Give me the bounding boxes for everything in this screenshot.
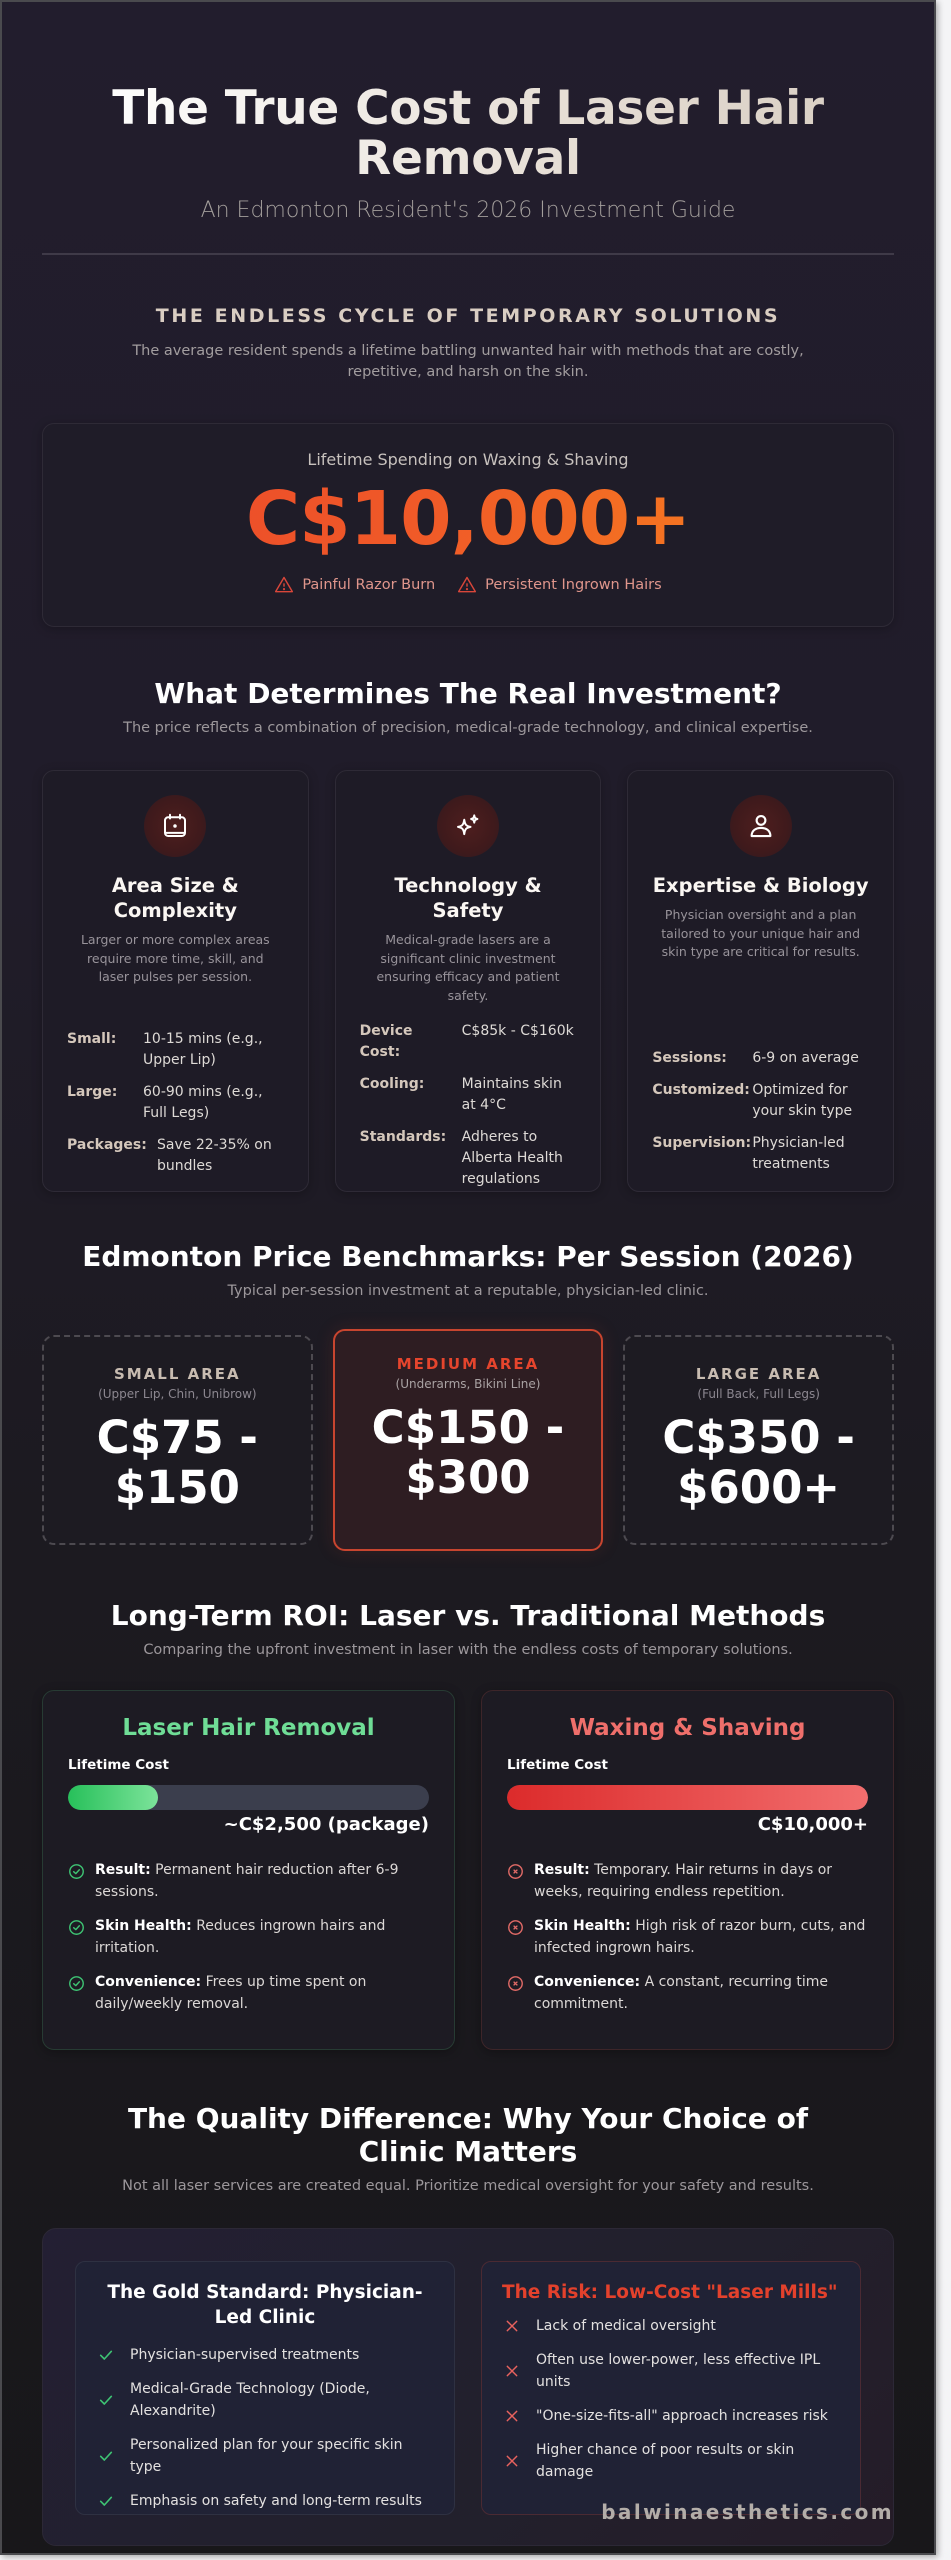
benefit-list [68,1859,429,2015]
spec-key: Small: [67,1030,117,1047]
spec-key: Customized: [652,1081,750,1098]
spec-row [652,1133,871,1175]
gold-standard-item [96,2344,434,2366]
spec-row [360,1127,579,1190]
header-divider [42,253,894,255]
tier-areas: (Underarms, Bikini Line) [395,1377,541,1391]
checkmark-icon [98,2493,114,2509]
gold-standard-box [75,2261,455,2515]
x-circle-icon [507,1919,524,1936]
benefit-text: Result: Permanent hair reduction after 6-9 sessions. [95,1862,399,1900]
endless-cycle-section [42,305,894,627]
drawback-text: Skin Health: High risk of razor burn, cuts, and infected ingrown hairs. [534,1918,866,1956]
spec-key: Device Cost: [359,1023,413,1060]
icon-badge [144,795,206,857]
spec-value: Maintains skin at 4°C [461,1076,562,1113]
section-header [42,2102,894,2194]
lifetime-cost-card [42,423,894,627]
roi-card-title: Waxing & Shaving [569,1715,806,1741]
spec-value: Save 22-35% on bundles [157,1136,272,1174]
risk-box [481,2261,861,2515]
spec-key: Large: [67,1083,118,1100]
item-text: Physician-supervised treatments [130,2347,360,2363]
tier-price-line: $600+ [677,1461,841,1514]
cost-amount: C$10,000+ [43,475,893,563]
spec-row [67,1135,286,1177]
tier-price-line: $300 [405,1451,531,1504]
factor-title: Technology & Safety [394,874,542,922]
warning-label: Persistent Ingrown Hairs [485,577,662,593]
cost-bar [68,1785,429,1810]
roi-section [42,1599,894,2050]
risk-item [502,2405,840,2427]
factor-description: Larger or more complex areas require more time, skill, and laser pulses per session. [80,932,270,984]
drawback-item [507,1859,868,1903]
cost-total: C$10,000+ [757,1814,868,1835]
lifetime-cost-label: Lifetime Cost [507,1757,608,1773]
checkmark-icon [98,2448,114,2464]
section-description: The average resident spends a lifetime battling unwanted hair with methods that are costly, repetitive, and harsh on the skin. [132,343,804,380]
spec-key: Supervision: [652,1134,752,1151]
warning-triangle-icon [457,575,477,595]
cost-bar [507,1785,868,1810]
drawback-item [507,1915,868,1959]
section-description: Typical per-session investment at a reputable, physician-led clinic. [227,1283,709,1299]
check-circle-icon [68,1863,85,1880]
risk-item [502,2439,840,2483]
calendar-icon [160,811,190,841]
tier-price [625,1413,892,1513]
drawback-text: Convenience: A constant, recurring time commitment. [534,1974,828,2012]
spec-list [650,1048,871,1175]
icon-badge [730,795,792,857]
factor-card-area-size [42,770,309,1192]
spec-row [652,1048,871,1069]
section-title: Edmonton Price Benchmarks: Per Session (2026) [82,1240,854,1273]
spec-key: Cooling: [359,1076,425,1092]
spec-list [65,1029,286,1177]
factor-title: Expertise & Biology [652,874,869,897]
sparkles-icon [453,811,483,841]
spec-value: 10-15 mins (e.g., Upper Lip) [143,1030,263,1068]
tier-name: MEDIUM AREA [396,1355,540,1373]
warning-list [43,575,893,595]
section-title: What Determines The Real Investment? [154,677,782,710]
spec-value: Physician-led treatments [752,1134,845,1172]
cross-icon [504,2318,520,2334]
risk-list [502,2315,840,2483]
spec-row [67,1082,286,1124]
price-benchmarks-section [42,1240,894,1551]
roi-grid [42,1690,894,2050]
benefit-item [68,1859,429,1903]
tier-price-line: C$75 - [96,1411,258,1464]
factor-description: Physician oversight and a plan tailored to your unique hair and skin type are critical for results. [661,907,861,959]
spec-value: 60-90 mins (e.g., Full Legs) [143,1083,263,1121]
spec-value: 6-9 on average [752,1049,859,1066]
x-circle-icon [507,1863,524,1880]
benefit-item [68,1971,429,2015]
spec-list [358,1021,579,1190]
cost-label: Lifetime Spending on Waxing & Shaving [307,450,629,469]
tier-price [44,1413,311,1513]
check-circle-icon [68,1919,85,1936]
price-grid [42,1329,894,1551]
factor-description: Medical-grade lasers are a significant clinic investment ensuring efficacy and patient safety. [376,932,560,1003]
benefit-item [68,1915,429,1959]
gold-standard-item [96,2434,434,2478]
section-title: The Quality Difference: Why Your Choice of Clinic Matters [127,2102,809,2168]
roi-card-waxing [481,1690,894,2050]
quality-difference-section [42,2102,894,2546]
benefit-text: Skin Health: Reduces ingrown hairs and irritation. [95,1918,386,1956]
price-card-small [42,1335,313,1545]
item-text: Personalized plan for your specific skin type [130,2437,403,2475]
section-description: Comparing the upfront investment in laser with the endless costs of temporary solutions. [143,1642,793,1658]
lifetime-cost-label: Lifetime Cost [68,1757,169,1773]
gold-standard-title: The Gold Standard: Physician-Led Clinic [107,2282,423,2328]
risk-item [502,2349,840,2393]
drawback-item [507,1971,868,2015]
drawback-list [507,1859,868,2015]
icon-badge [437,795,499,857]
spec-key: Sessions: [652,1049,727,1066]
spec-key: Packages: [67,1136,147,1153]
section-title: Long-Term ROI: Laser vs. Traditional Methods [110,1599,826,1632]
factor-card-technology [335,770,602,1192]
spec-value: Adheres to Alberta Health regulations [461,1129,563,1187]
drawback-text: Result: Temporary. Hair returns in days or weeks, requiring endless repetition. [534,1862,833,1900]
section-header [42,677,894,736]
roi-card-title: Laser Hair Removal [122,1715,375,1741]
factor-title: Area Size & Complexity [111,874,239,922]
spec-value: Optimized for your skin type [752,1081,853,1119]
warning-label: Painful Razor Burn [302,577,436,593]
section-header [42,1240,894,1299]
checkmark-icon [98,2347,114,2363]
cost-bar-fill [507,1785,868,1810]
gold-standard-item [96,2490,434,2512]
item-text: Often use lower-power, less effective IPL units [536,2352,821,2390]
factor-grid [42,770,894,1192]
tier-areas: (Full Back, Full Legs) [697,1387,820,1401]
price-card-medium [333,1329,604,1551]
site-watermark: balwinaesthetics.com [601,2500,894,2524]
tier-price-line: C$150 - [371,1401,565,1454]
page-title: The True Cost of Laser Hair Removal [82,84,854,184]
section-description: Not all laser services are created equal. Prioritize medical oversight for your safety and results. [122,2178,814,2194]
tier-price-line: $150 [114,1461,240,1514]
price-card-large [623,1335,894,1545]
warning-triangle-icon [274,575,294,595]
factor-card-expertise [627,770,894,1192]
gold-standard-item [96,2378,434,2422]
tier-name: SMALL AREA [113,1365,241,1383]
hero-header [42,2,894,255]
cost-total: ~C$2,500 (package) [223,1814,429,1835]
cross-icon [504,2453,520,2469]
gold-standard-list [96,2344,434,2512]
tier-areas: (Upper Lip, Chin, Unibrow) [98,1387,257,1401]
cross-icon [504,2408,520,2424]
warning-item [274,575,435,595]
tier-price-line: C$350 - [662,1411,855,1464]
section-eyebrow: THE ENDLESS CYCLE OF TEMPORARY SOLUTIONS [155,305,781,327]
item-text: Medical-Grade Technology (Diode, Alexandrite) [130,2381,370,2419]
spec-row [360,1074,579,1116]
spec-value: C$85k - C$160k [461,1023,574,1039]
warning-item [457,575,662,595]
user-icon [746,811,776,841]
section-description: The price reflects a combination of precision, medical-grade technology, and clinical expertise. [123,720,813,736]
item-text: Higher chance of poor results or skin damage [536,2442,795,2480]
spec-row [360,1021,579,1063]
check-circle-icon [68,1975,85,1992]
section-header [42,1599,894,1658]
checkmark-icon [98,2392,114,2408]
page-subtitle: An Edmonton Resident's 2026 Investment Guide [200,198,736,223]
spec-row [652,1080,871,1122]
investment-factors-section [42,677,894,1192]
cost-bar-fill [68,1785,158,1810]
item-text: "One-size-fits-all" approach increases risk [536,2408,828,2424]
benefit-text: Convenience: Frees up time spent on daily/weekly removal. [95,1974,367,2012]
item-text: Lack of medical oversight [536,2318,716,2334]
risk-title: The Risk: Low-Cost "Laser Mills" [502,2282,838,2303]
x-circle-icon [507,1975,524,1992]
spec-row [67,1029,286,1071]
item-text: Emphasis on safety and long-term results [130,2493,422,2509]
cross-icon [504,2363,520,2379]
tier-price [335,1403,602,1503]
tier-name: LARGE AREA [695,1365,822,1383]
quality-comparison-panel [42,2228,894,2546]
spec-key: Standards: [359,1129,447,1145]
roi-card-laser [42,1690,455,2050]
risk-item [502,2315,840,2337]
